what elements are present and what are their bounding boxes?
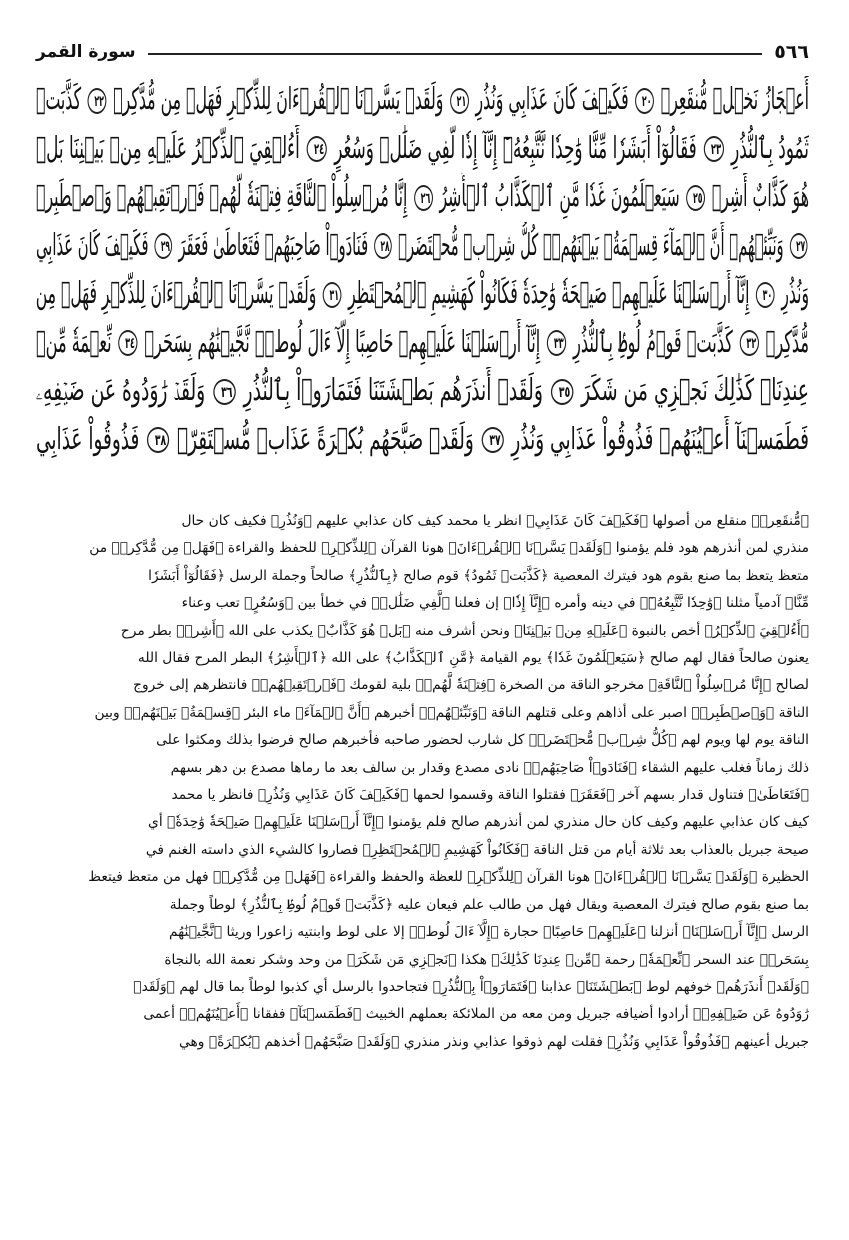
quran-text: وَلَقَدۡ أَنذَرَهُم بَطۡشَتَنَا فَتَمَارَوۡاْ بِٱلنُّذُرِ [237,373,549,408]
ayah-number-marker: ٣٢ [740,330,759,356]
tafsir-line: يعنون صالحاً فقال لهم صالح ﴿سَيَعۡلَمُونَ غَدٗا﴾ يوم القيامة ﴿مَّنِ ٱلۡكَذَّابُ﴾ على الله ﴿ٱلۡأَشِرُ﴾ البطر المرح فقال الله [137,650,809,667]
ayah-number-marker: ٣٨ [147,427,169,453]
ayah-number-marker: ٢٥ [686,185,705,211]
quran-text: هُوَ كَذَّابٌ أَشِرٞ [706,179,809,214]
tafsir-line: الحظيرة ﴿وَلَقَدۡ يَسَّرۡنَا ٱلۡقُرۡءَانَ﴾ هونا القرآن ﴿لِلذِّكۡرِ﴾ للعظة والحفظ والقراءة ﴿فَهَلۡ مِن مُّدَّكِرٖ﴾ فهل من متعظ فيتعظ [88,869,809,886]
tafsir-line: منذري لمن أنذرهم هود فلم يؤمنوا ﴿وَلَقَدۡ يَسَّرۡنَا ٱلۡقُرۡءَانَ﴾ هونا القرآن ﴿لِلذِّكۡرِ﴾ للحفظ والقراءة ﴿فَهَلۡ مِن مُّدَّكِرٖ﴾ من [89,540,809,557]
surah-name: سورة القمر [36,42,136,62]
tafsir-line: الرسل ﴿إِنَّآ أَرۡسَلۡنَا﴾ أنزلنا ﴿عَلَيۡهِمۡ حَاصِبًا﴾ حجارة ﴿إِلَّآ ءَالَ لُوطٖ﴾ إلا على لوط وابنتيه زاعورا وريثا ﴿نَّجَّيۡنَٰهُم [169,924,809,941]
tafsir-line: صيحة جبريل بالعذاب بعد ثلاثة أيام من قتل الناقة ﴿فَكَانُواْ كَهَشِيمِ ٱلۡمُحۡتَظِرِ﴾ فصاروا كالشيء الذي داسته الغنم في [145,841,809,858]
quran-text: كَذَّبَتۡ قَوۡمُ لُوطِۢ بِٱلنُّذُرِ [567,324,738,360]
ayah-number-marker: ٣٤ [118,330,137,356]
quran-line [36,173,809,222]
ayah-number-marker: ٢٢ [88,88,107,114]
ayah-number-marker: ٢١ [450,88,469,114]
tafsir-line: ﴿فَتَعَاطَىٰ﴾ فتناول قدار بسهم آخر ﴿فَعَقَرَ﴾ فقتلوا الناقة وقسموا لحمها ﴿فَكَيۡفَ كَانَ عَذَابِي وَنُذُرِ﴾ فانظر يا محمد [171,787,809,804]
page-header [36,38,809,66]
ayah-number-marker: ٢٨ [374,233,392,259]
ayah-number-marker: ٢٠ [635,88,654,114]
quran-line [36,367,809,416]
quran-text: عِندِنَاۚ كَذَٰلِكَ نَجۡزِي مَن شَكَرَ [575,373,809,408]
tafsir-line: الناقة يوم لها ويوم لهم ﴿كُلُّ شِرۡبٖ مُّحۡتَضَرٞ﴾ كل شارب لحضور صاحبه فأخبرهم صالح فرضوا بذلك ومكثوا على [156,732,809,749]
tafsir-line: ﴿أَءُلۡقِيَ ٱلذِّكۡرُ﴾ أخص بالنبوة ﴿عَلَيۡهِ مِنۢ بَيۡنِنَا﴾ ونحن أشرف منه ﴿بَلۡ هُوَ كَذَّابٌ﴾ يكذب على الله ﴿أَشِرٞ﴾ بطر مرح [120,622,809,639]
quran-line [36,319,809,368]
quran-text: ثَمُودُ بِٱلنُّذُرِ [725,130,809,166]
ayah-number-marker: ٢٣ [704,136,724,162]
quran-text: فَنَادَوۡاْ صَاحِبَهُمۡ فَتَعَاطَىٰ فَعَقَرَ [173,227,373,263]
tafsir-line: ﴿وَلَقَدۡ أَنذَرَهُم﴾ خوفهم لوط ﴿بَطۡشَتَنَا﴾ عذابنا ﴿فَتَمَارَوۡاْ بِٱلنُّذُرِ﴾ فتجاحدوا بالرسل أي كذبوا لوطاً بما قال لهم ﴿وَلَقَدۡ [133,978,809,995]
ayah-number-marker: ٣٠ [756,282,775,308]
tafsir-line: بِسَحَرٖ﴾ عند السحر ﴿نِّعۡمَةٗ﴾ رحمة ﴿مِّنۡ عِندِنَا كَذَٰلِكَ﴾ هكذا ﴿نَجۡزِي مَن شَكَرَ﴾ من وحد وشكر نعمة الله بالنجاة [164,951,809,968]
tafsir-line: لصالح ﴿إِنَّا مُرۡسِلُواْ ٱلنَّاقَةِ﴾ مخرجو الناقة من الصخرة ﴿فِتۡنَةٗ لَّهُمۡ﴾ بلية لقومك ﴿فَٱرۡتَقِبۡهُمۡ﴾ فانتظرهم إلى خروج [133,677,809,694]
ayah-number-marker: ٣٣ [547,330,566,356]
tafsir-line: بما صنع بقوم صالح فيترك المعصية ويقال فهل من طالب علم فيعان عليه ﴿كَذَّبَتۡ قَوۡمُ لُوطِۢ بِٱلنُّذُرِ﴾ لوطاً وجملة [169,896,809,913]
quran-text: فَكَيۡفَ كَانَ عَذَابِي [36,227,154,263]
quran-text: فَطَمَسۡنَآ أَعۡيُنَهُمۡ فَذُوقُواْ عَذَابِي وَنُذُرِ [505,421,809,457]
tafsir-line: رَٰوَدُوهُ عَن ضَيۡفِهِۦ﴾ أرادوا أضيافه جبريل ومن معه من الملائكة بعملهم الخبيث ﴿فَطَمَسۡنَآ﴾ ففقانا ﴿أَعۡيُنَهُمۡ﴾ أعمى [143,1006,809,1023]
quran-text: إِنَّآ أَرۡسَلۡنَا عَلَيۡهِمۡ حَاصِبًا إِلَّآ ءَالَ لُوطٖۖ نَّجَّيۡنَٰهُم بِسَحَرٖ [139,324,546,360]
quran-text: فَقَالُوٓاْ أَبَشَرٗا مِّنَّا وَٰحِدٗا نَّتَّبِعُهُۥٓ إِنَّآ إِذٗا لَّفِي ضَلَٰلٖ وَسُعُرٍ [328,130,703,166]
quran-line [36,125,809,174]
quran-text: أَءُلۡقِيَ ٱلذِّكۡرُ عَلَيۡهِ مِنۢ بَيۡنِنَا بَلۡ [36,130,306,166]
quran-line [36,76,809,125]
quran-text: وَلَقَدۡ يَسَّرۡنَا ٱلۡقُرۡءَانَ لِلذِّكۡرِ فَهَلۡ مِن [36,276,322,311]
quran-text: وَلَقَدۡ رَٰوَدُوهُ عَن ضَيۡفِهِۦ [36,373,212,408]
ayah-number-marker: ٢٩ [155,233,173,259]
quran-text-block [36,76,809,481]
ayah-number-marker: ٣٦ [213,379,236,405]
header-rule [148,53,763,55]
quran-text: فَكَيۡفَ كَانَ عَذَابِي وَنُذُرِ [470,82,634,117]
tafsir-line: كيف كان عذابي عليهم وكيف كان حال منذري لمن أنذرهم صالح فلم يؤمنوا ﴿إِنَّآ أَرۡسَلۡنَا عَلَيۡهِمۡ صَيۡحَةٗ وَٰحِدَةٗ﴾ أي [148,814,809,831]
tafsir-text-block [36,508,809,1228]
tafsir-line: ﴿مُّنقَعِرٖ﴾ منقلع من أصولها ﴿فَكَيۡفَ كَانَ عَذَابِي﴾ انظر يا محمد كيف كان عذابي عليهم ﴿وَنُذُرِ﴾ فكيف كان حال [181,513,809,529]
tafsir-line: جبريل أعينهم ﴿فَذُوقُواْ عَذَابِي وَنُذُرِ﴾ فقلت لهم ذوقوا عذابي ونذر منذري ﴿وَلَقَدۡ صَبَّحَهُم﴾ أخذهم ﴿بُكۡرَةً﴾ وهي [179,1033,809,1050]
tafsir-line: مِّنَّا﴾ آدمياً مثلنا ﴿وَٰحِدٗا نَّتَّبِعُهُۥٓ﴾ في دينه وأمره ﴿إِنَّآ إِذٗا﴾ إن فعلنا ﴿لَّفِي ضَلَٰلٖ﴾ في خطأ بين ﴿وَسُعُرٍ﴾ تعب وعناء [181,595,809,612]
quran-text: نِّعۡمَةٗ مِّنۡ [36,324,117,360]
page-number: ٥٦٦ [774,41,809,63]
ayah-number-marker: ٢٤ [307,136,327,162]
quran-text: وَنُذُرِ [776,276,809,311]
quran-text: وَلَقَدۡ يَسَّرۡنَا ٱلۡقُرۡءَانَ لِلذِّكۡرِ فَهَلۡ مِن مُّدَّكِرٖ [108,82,449,117]
quran-text: وَنَبِّئۡهُمۡ أَنَّ ٱلۡمَآءَ قِسۡمَةُۢ بَيۡنَهُمۡۖ كُلُّ شِرۡبٖ مُّحۡتَضَرٞ [393,227,789,263]
quran-text: وَلَقَدۡ صَبَّحَهُم بُكۡرَةً عَذَابٞ مُّسۡتَقِرّٞ [171,421,480,457]
quran-line [36,270,809,319]
quran-text: إِنَّا مُرۡسِلُواْ ٱلنَّاقَةِ فِتۡنَةٗ لَّهُمۡ فَٱرۡتَقِبۡهُمۡ وَٱصۡطَبِرۡ [36,179,413,214]
ayah-number-marker: ٢٦ [414,185,433,211]
ayah-number-marker: ٣٧ [482,427,504,453]
tafsir-line: متعظ يتعظ بما صنع بقوم هود فيترك المعصية ﴿كَذَّبَتۡ ثَمُودُ﴾ قوم صالح ﴿بِٱلنُّذُرِ﴾ صالحاً وجملة الرسل ﴿فَقَالُوٓاْ أَبَشَرٗا [148,567,809,584]
quran-text: إِنَّآ أَرۡسَلۡنَا عَلَيۡهِمۡ صَيۡحَةٗ وَٰحِدَةٗ فَكَانُواْ كَهَشِيمِ ٱلۡمُحۡتَظِرِ [343,276,755,311]
quran-line [36,416,809,465]
quran-text: مُّدَّكِرٖ [760,324,809,360]
ayah-number-marker: ٢٧ [790,233,808,259]
ayah-number-marker: ٣١ [323,282,342,308]
quran-text: كَذَّبَتۡ [36,82,87,117]
ayah-number-marker: ٣٥ [551,379,574,405]
tafsir-line: ذلك زماناً فغلب عليهم الشقاء ﴿فَنَادَوۡاْ صَاحِبَهُمۡ﴾ نادى مصدع وقدار بن سالف بعد ما رماها مصدع بن دهر بسهم [170,759,809,776]
quran-text: أَعۡجَازُ نَخۡلٖ مُّنقَعِرٖ [655,82,809,117]
tafsir-line: الناقة ﴿وَٱصۡطَبِرۡ﴾ اصبر على أذاهم وعلى قتلهم الناقة ﴿وَنَبِّئۡهُمۡ﴾ أخبرهم ﴿أَنَّ ٱلۡمَآءَ﴾ ماء البئر ﴿قِسۡمَةُۢ بَيۡنَهُمۡ﴾ وبين [94,704,809,721]
quran-text: سَيَعۡلَمُونَ غَدٗا مَّنِ ٱلۡكَذَّابُ ٱلۡأَشِرُ [434,179,685,214]
quran-text: فَذُوقُواْ عَذَابِي [36,421,146,457]
quran-line [36,222,809,271]
